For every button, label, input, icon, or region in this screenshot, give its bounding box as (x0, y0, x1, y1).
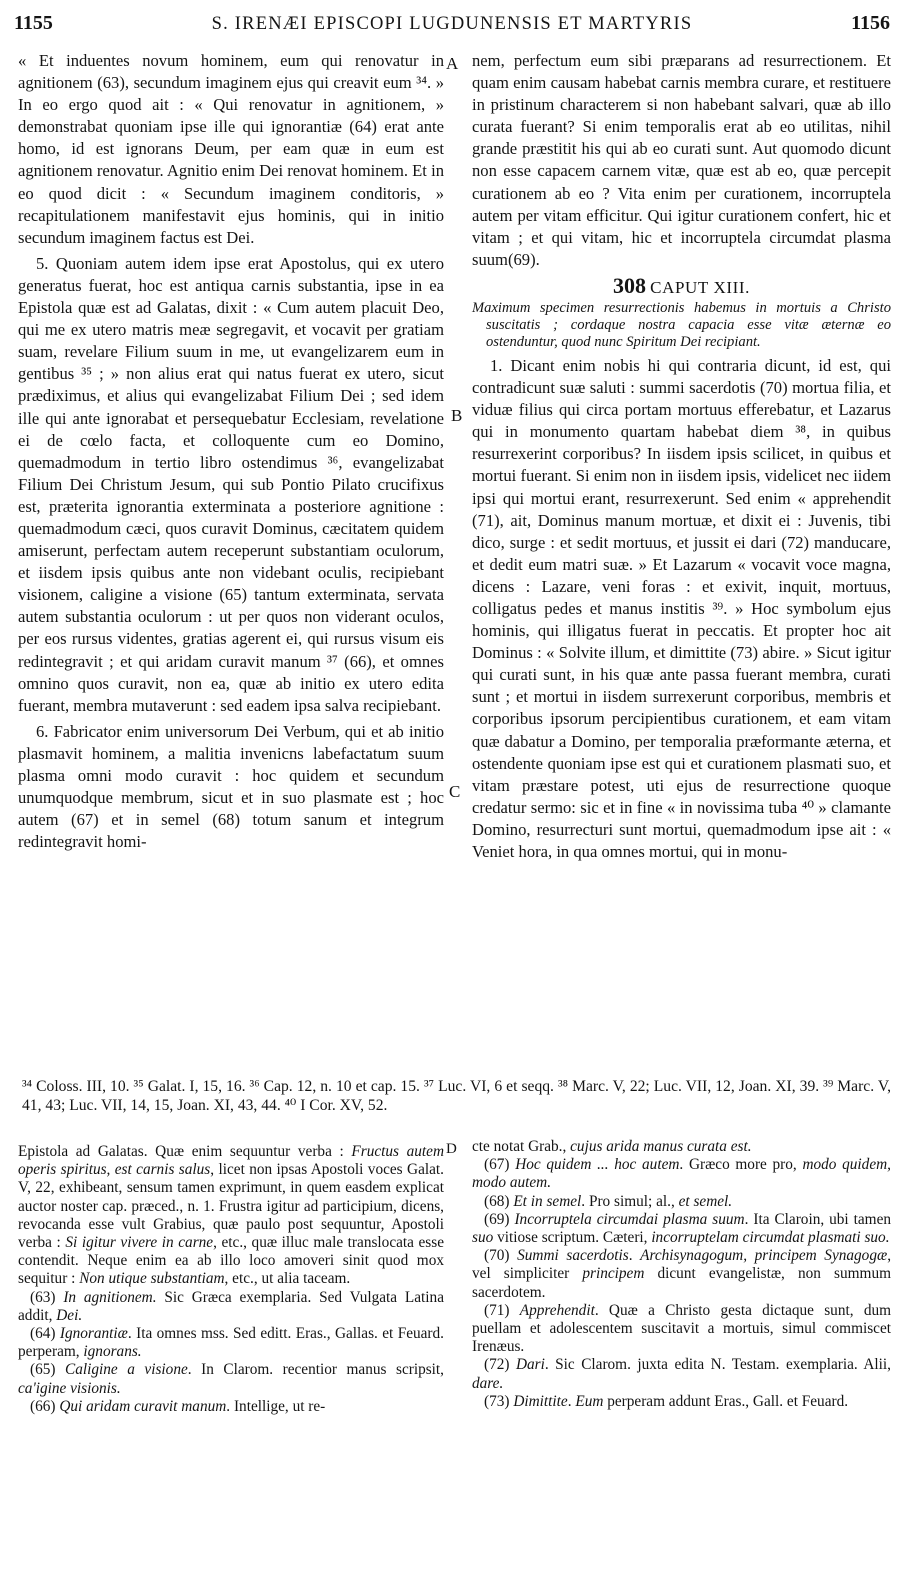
margin-letter-d: D (446, 1141, 457, 1157)
page-number-right: 1156 (851, 12, 890, 34)
paragraph: « Et induentes novum hominem, eum qui renovatur in agnitionem (63), secundum imaginem ejus qui creavit eum ³⁴. » In eo ergo quod ait : « Qui renovatur in agnitionem, » demonstrabat quoniam ipse ille qui ignorantiæ (64) erat ante homo, id est ignorans Deum, per eam quæ in eum est agnitionem renovatur. Agnitio enim Dei renovat hominem. Et in eo quod dicit : « Secundum imaginem conditoris, » recapitulationem manifestavit ejus hominis, qui in initio secundum imaginem factus est Dei. (18, 51, 444, 247)
note-lemma: Incorruptela circumdai plasma suum (514, 1210, 745, 1228)
note-emphasis: modo quidem, modo autem. (472, 1156, 891, 1192)
page-header (14, 12, 890, 38)
footnote-66 (18, 1398, 444, 1416)
note-emphasis: ignorans. (83, 1343, 142, 1361)
note-number: (64) (30, 1325, 60, 1343)
note-text: , licet non ipsas Apostoli voces Galat. V, 22, exhibeant, sensum tamen exprimunt, in quem easdem explicat auctor noster cap. præced., n. 1. Frustra igitur ad participium, dicens, revocanda esse vult Grabius, quæ paulo post sequuntur, Apostoli verba : (18, 1161, 444, 1252)
note-lemma: Apprehendit (519, 1301, 595, 1319)
note-emphasis: Archisynagogum, principem Synagogæ (640, 1247, 888, 1265)
note-text: . Ita Claroin, ubi tamen (744, 1210, 892, 1228)
note-text: . (567, 1392, 576, 1410)
note-text: , etc., quæ illuc male translocata esse contendit. Neque enim ea ab illo loco amoveri sinit quod mox sequitur : (18, 1234, 444, 1288)
note-text: . Sic Clarom. juxta edita N. Testam. exemplaria. Alii, (544, 1356, 891, 1374)
right-text-column (472, 50, 891, 867)
note-number: (65) (30, 1361, 66, 1379)
footnote-71 (472, 1302, 891, 1357)
note-number: (63) (30, 1288, 64, 1306)
footnote-73 (472, 1393, 891, 1411)
note-emphasis: dare. (472, 1374, 504, 1392)
paragraph: 5. Quoniam autem idem ipse erat Apostolus, qui ex utero generatus fuerat, hoc est antiqua carnis substantia, ipse in ea Epistola quæ est ad Galatas, dixit : « Cum autem placuit Deo, qui me ex utero matris meæ segregavit, et vocavit per gratiam suam, revelare Filium suum in me, ut evangelizarem eum in gentibus ³⁵ ; » non alius erat qui natus fuerat ex utero, sicut prædiximus, et alius qui evangelizabat Filium Dei ; sed idem ille qui ante ignorabat et persequebatur Ecclesiam, revelatione ei de cœlo facta, et colloquente cum eo Domino, quemadmodum in tertio libro ostendimus ³⁶, evangelizabat Filium Dei Christum Jesum, qui sub Pontio Pilato crucifixus est, præterita ignorantia exterminata a posteriore agnitione : quemadmodum cæci, quos curavit Dominus, cæcitatem quidem amiserunt, perfectam autem receperunt substantiam oculorum, et iisdem ipsis quibus ante non videbant oculis, recipiebant visionem, caligine a visione (65) tantum exterminata, servata autem substantia oculorum : ut per quos non viderant oculos, per eos rursus videntes, gratias agerent ei, qui rursus visum eis redintegravit ; et qui aridam curavit manum ³⁷ (66), et omnes omnino quos curavit, non ea, quæ ab initio ex utero edita fuerant, membra mutaverunt : sed eadem ipsa salva recipiebant. (18, 253, 444, 715)
note-text: . Intellige, ut re- (226, 1397, 326, 1415)
note-text: Epistola ad Galatas. Quæ enim sequuntur verba : (18, 1143, 352, 1160)
footnote-63 (18, 1289, 444, 1325)
margin-letter-a: A (446, 54, 459, 73)
note-text: Sic Græca exemplaria. Sed Vulgata Latina addit, (18, 1288, 444, 1324)
note-number: (73) (484, 1392, 514, 1410)
note-lemma: Dimittite (513, 1392, 568, 1410)
note-text: . In Clarom. recentior manus scripsit, (187, 1361, 444, 1379)
note-text: . Quæ a Christo gesta dictaque sunt, dum puellam et adolescentem suscitavit a mortuis, simul commiscet Irenæus. (472, 1301, 892, 1356)
note-text: . (628, 1247, 641, 1265)
note-emphasis: Eum (575, 1392, 604, 1410)
scripture-references: ³⁴ Coloss. III, 10. ³⁵ Galat. I, 15, 16. ³⁶ Cap. 12, n. 10 et cap. 15. ³⁷ Luc. VI, 6 et seqq. ³⁸ Marc. V, 22; Luc. VII, 12, Joan. XI, 39. ³⁹ Marc. V, 41, 43; Luc. VII, 14, 15, Joan. XI, 43, 44. ⁴⁰ I Cor. XV, 52. (22, 1078, 891, 1114)
note-lemma: Ignorantiæ (59, 1325, 128, 1343)
note-number: (67) (484, 1156, 516, 1174)
paragraph: 1. Dicant enim nobis hi qui contraria dicunt, id est, qui contradicunt suæ saluti : summi sacerdotis (70) mortua filia, et viduæ filius qui circa portam mortuus efferebatur, et Lazarus qui in monumento quartam habebat diem ³⁸, in quibus resurrexerint corporibus? In iisdem ipsis scilicet, in quibus et mortui fuerant. Si enim non in iisdem ipsis, videlicet nec iidem ipsi qui mortui erant, resurrexerunt. Sed enim « apprehendit (71), ait, Dominus manum mortuæ, et dixit ei : Juvenis, tibi dico, surge : et sedit mortuus, et jussit ei dari (72) manducare, et dedit eum matri suæ. » Et Lazarum « vocavit voce magna, dicens : Lazare, veni foras : et exivit, inquit, mortuus, colligatus pedes et manus institis ³⁹. » Hoc symbolum ejus hominis, qui illigatus fuerat in peccatis. Et propter hoc ait Dominus : « Solvite illum, et dimittite (73) abire. » Sicut igitur qui curati sunt, in his quæ ante passa fuerant membra, curati sunt ; et mortui in iisdem surrexerunt corporibus, membris et corporibus ipsorum percipientibus curationem, et eam vitam quæ dabatur a Domino, per temporalia præformante æterna, et ostendente quoniam ipse est qui et curationem plasmati suo, et vitam præstare potest, uti ejus de resurrectione quoque credatur sermo: sic et in fine « in novissima tuba ⁴⁰ » clamante Domino, resurrecturi sunt mortui, quemadmodum ipse ait : « Veniet hora, in qua omnes mortui, qui in monu- (472, 355, 891, 861)
note-number: (71) (484, 1301, 520, 1319)
note-text: , vel simpliciter (472, 1247, 892, 1283)
note-lemma: Et in semel (513, 1192, 582, 1210)
footnote-72 (472, 1356, 891, 1392)
note-emphasis: principem (582, 1265, 645, 1283)
page-number-left: 1155 (14, 12, 53, 34)
footnotes-right (472, 1138, 891, 1411)
note-emphasis: cujus arida manus curata est. (570, 1138, 752, 1155)
note-emphasis: Fructus autem operis spiritus, est carnis salus (18, 1143, 444, 1179)
margin-letter-b: B (451, 406, 463, 425)
note-lemma: Hoc quidem ... hoc autem (515, 1156, 680, 1174)
note-emphasis: suo (472, 1229, 494, 1247)
note-number: (68) (484, 1192, 514, 1210)
note-number: (69) (484, 1210, 515, 1228)
footnote (18, 1143, 444, 1289)
note-emphasis: Dei. (56, 1306, 83, 1324)
left-text-column (18, 50, 444, 857)
note-number: (70) (484, 1247, 518, 1265)
note-text: dicunt evangelistæ, non summum sacerdotem. (472, 1265, 891, 1301)
footnote-69 (472, 1211, 891, 1247)
footnote-68 (472, 1193, 891, 1211)
running-title: S. IRENÆI EPISCOPI LUGDUNENSIS ET MARTYRIS (211, 14, 693, 34)
note-text: . Pro simul; al., (581, 1192, 679, 1210)
note-number: (66) (30, 1397, 60, 1415)
footnote-64 (18, 1325, 444, 1361)
note-emphasis: ca'igine visionis. (18, 1379, 121, 1397)
note-text: . Ita omnes mss. Sed editt. Eras., Gallas. et Feuard. perperam, (18, 1325, 444, 1361)
paragraph: 6. Fabricator enim universorum Dei Verbum, qui et ab initio plasmavit hominem, a malitia invenicns labefactatum suum plasma omni modo curavit : hoc quidem et secundum unumquodque membrum, sicut et in suo plasmate est ; hoc autem (67) et in semel (68) totum sanum et integrum redintegravit homi- (18, 721, 444, 852)
footnote-65 (18, 1361, 444, 1397)
chapter-heading (472, 272, 891, 299)
note-lemma: Dari (515, 1356, 545, 1374)
note-text: , etc., ut alia taceam. (224, 1270, 351, 1288)
note-text: vitiose scriptum. Cæteri, (493, 1229, 652, 1247)
chapter-number: 308 (613, 272, 647, 298)
footnote (472, 1138, 891, 1156)
note-text: . Græco more pro, (679, 1156, 803, 1174)
note-lemma: In agnitionem. (63, 1288, 157, 1306)
chapter-summary: Maximum specimen resurrectionis habemus in mortuis a Christo suscitatis ; cordaque nostra capacia esse vitæ æternæ eo ostenduntur, quod nunc Spiritum Dei recipiant. (472, 299, 891, 350)
note-lemma: Summi sacerdotis (517, 1247, 629, 1265)
footnote-70 (472, 1247, 891, 1302)
note-lemma: Caligine a visione (65, 1361, 188, 1379)
chapter-title: CAPUT XIII. (650, 277, 750, 297)
footnotes-left (18, 1143, 444, 1416)
margin-letter-c: C (449, 782, 461, 801)
note-emphasis: Non utique substantiam (79, 1270, 225, 1288)
note-emphasis: et semel. (678, 1192, 733, 1210)
note-number: (72) (484, 1356, 516, 1374)
note-lemma: Qui aridam curavit manum (59, 1397, 227, 1415)
note-text: cte notat Grab., (472, 1138, 571, 1155)
note-text: perperam addunt Eras., Gall. et Feuard. (603, 1392, 849, 1410)
paragraph: nem, perfectum eum sibi præparans ad resurrectionem. Et quam enim causam habebat carnis membra curare, et restituere in pristinum characterem si non habebant salvari, quæ ab illo curata fuerant? Si enim temporalis erat ab eo utilitas, nihil grande præstitit his qui ab eo curati sunt. Aut quomodo dicunt non esse capacem carnem vitæ, quæ est ab eo, quæ percepit curationem ab eo ? Vita enim per curationem, incorruptela autem per vitam efficitur. Qui igitur curationem confert, hic et vitam ; et qui vitam, hic et incorruptela circumdat plasma suum(69). (472, 51, 891, 269)
note-emphasis: Si igitur vivere in carne (65, 1234, 214, 1252)
footnote-67 (472, 1156, 891, 1192)
note-emphasis: incorruptelam circumdat plasmati suo. (651, 1229, 890, 1247)
